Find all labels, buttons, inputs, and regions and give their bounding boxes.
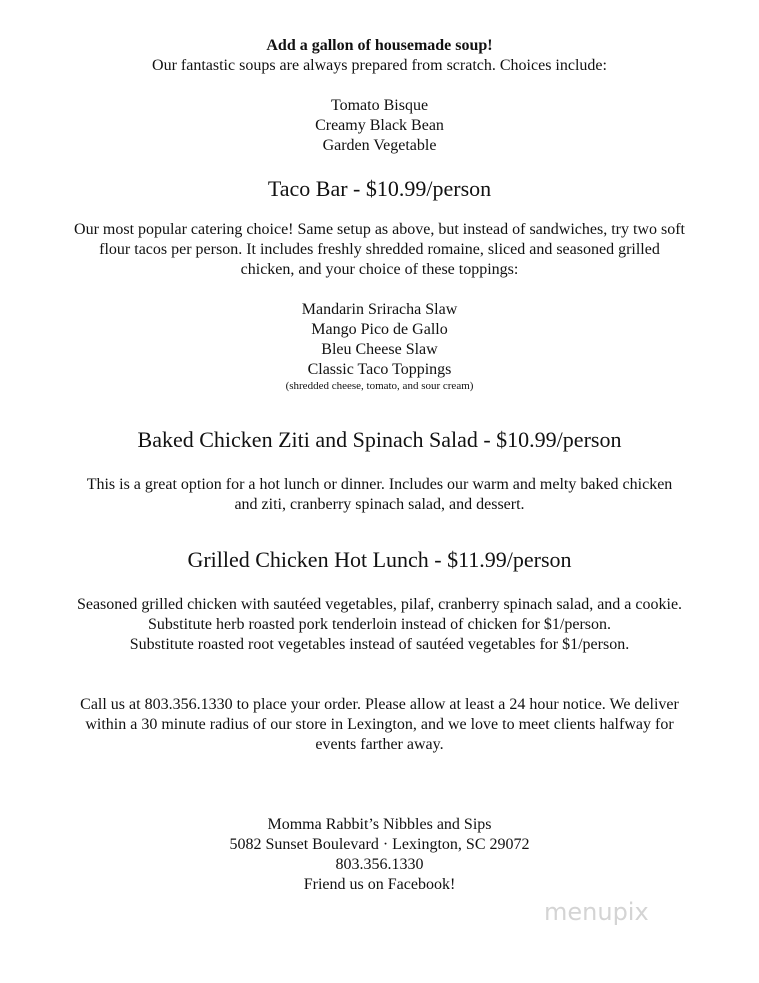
ziti-title: Baked Chicken Ziti and Spinach Salad - $10.99/person (137, 427, 622, 452)
facebook-prompt: Friend us on Facebook! (303, 876, 456, 893)
soup-heading: Add a gallon of housemade soup! (266, 37, 493, 54)
soup-choice-garden-vegetable: Garden Vegetable (322, 137, 437, 154)
business-address: 5082 Sunset Boulevard · Lexington, SC 29072 (229, 836, 530, 853)
soup-choice-tomato-bisque: Tomato Bisque (330, 97, 429, 114)
business-phone: 803.356.1330 (335, 856, 424, 873)
taco-bar-title: Taco Bar - $10.99/person (267, 176, 492, 201)
soup-choice-creamy-black-bean: Creamy Black Bean (315, 117, 444, 134)
topping-mandarin-sriracha-slaw: Mandarin Sriracha Slaw (301, 301, 458, 318)
grilled-description-line-2: Substitute herb roasted pork tenderloin instead of chicken for $1/person. (148, 616, 611, 633)
toppings-note: (shredded cheese, tomato, and sour cream) (285, 380, 474, 392)
business-name: Momma Rabbit’s Nibbles and Sips (267, 816, 492, 833)
grilled-description-line-1: Seasoned grilled chicken with sautéed vegetables, pilaf, cranberry spinach salad, and a cookie. (76, 596, 683, 613)
topping-bleu-cheese-slaw: Bleu Cheese Slaw (321, 341, 438, 358)
ziti-description-line-2: and ziti, cranberry spinach salad, and dessert. (234, 496, 525, 513)
topping-mango-pico-de-gallo: Mango Pico de Gallo (311, 321, 448, 338)
taco-bar-description-line-1: Our most popular catering choice! Same setup as above, but instead of sandwiches, try two soft (74, 221, 685, 238)
order-info-line-3: events farther away. (315, 736, 444, 753)
menupix-watermark: menupix (544, 898, 649, 926)
grilled-chicken-title: Grilled Chicken Hot Lunch - $11.99/person (187, 547, 572, 572)
soup-intro: Our fantastic soups are always prepared from scratch. Choices include: (152, 57, 607, 74)
taco-bar-description-line-3: chicken, and your choice of these toppings: (240, 261, 519, 278)
taco-bar-description-line-2: flour tacos per person. It includes freshly shredded romaine, sliced and seasoned grilled (99, 241, 660, 258)
order-info-line-1: Call us at 803.356.1330 to place your order. Please allow at least a 24 hour notice. We deliver (80, 696, 679, 713)
grilled-description-line-3: Substitute roasted root vegetables instead of sautéed vegetables for $1/person. (129, 636, 630, 653)
topping-classic-taco-toppings: Classic Taco Toppings (307, 361, 452, 378)
ziti-description-line-1: This is a great option for a hot lunch or dinner. Includes our warm and melty baked chicken (86, 476, 673, 493)
order-info-line-2: within a 30 minute radius of our store in Lexington, and we love to meet clients halfway for (85, 716, 674, 733)
